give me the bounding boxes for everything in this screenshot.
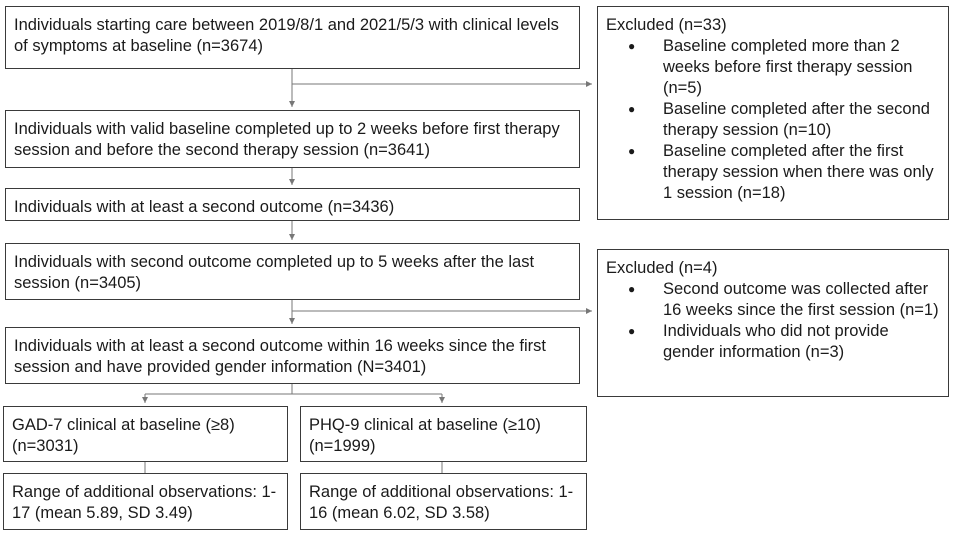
box-gad7: [3, 406, 288, 462]
excluded-2-list: [606, 279, 940, 363]
excluded-1-item: ● Baseline completed after the second therapy session (n=10): [606, 99, 940, 141]
box-gad7-text: GAD-7 clinical at baseline (≥8) (n=3031): [12, 416, 235, 455]
box-final-sample: [5, 327, 580, 384]
excluded-2-title: Excluded (n=4): [606, 259, 718, 277]
box-valid-baseline: [5, 110, 580, 168]
box-starting-care-text: Individuals starting care between 2019/8/1 and 2021/5/3 with clinical levels of symptoms at baseline (n=3674): [14, 16, 559, 55]
excluded-1-title: Excluded (n=33): [606, 16, 727, 34]
box-phq9-range: [300, 473, 587, 530]
box-gad7-range: [3, 473, 288, 530]
excluded-2-item: ● Individuals who did not provide gender information (n=3): [606, 321, 940, 363]
box-second-outcome: [5, 188, 580, 221]
box-valid-baseline-text: Individuals with valid baseline completed up to 2 weeks before first therapy session and before the second therapy session (n=3641): [14, 120, 560, 159]
box-gad7-range-text: Range of additional observations: 1-17 (mean 5.89, SD 3.49): [12, 483, 277, 522]
box-starting-care: [5, 6, 580, 69]
box-second-outcome-5-weeks: [5, 243, 580, 300]
excluded-1-item: ● Baseline completed more than 2 weeks before first therapy session (n=5): [606, 36, 940, 99]
box-second-outcome-text: Individuals with at least a second outcome (n=3436): [14, 198, 395, 216]
excluded-1-list: [606, 36, 940, 204]
excluded-1-item: ● Baseline completed after the first therapy session when there was only 1 session (n=18): [606, 141, 940, 204]
box-phq9-range-text: Range of additional observations: 1-16 (mean 6.02, SD 3.58): [309, 483, 574, 522]
box-phq9-text: PHQ-9 clinical at baseline (≥10) (n=1999): [309, 416, 541, 455]
box-excluded-1: [597, 6, 949, 220]
box-final-sample-text: Individuals with at least a second outcome within 16 weeks since the first session and have provided gender information (N=3401): [14, 337, 546, 376]
box-excluded-2: [597, 249, 949, 397]
box-second-outcome-5-weeks-text: Individuals with second outcome completed up to 5 weeks after the last session (n=3405): [14, 253, 535, 292]
excluded-2-item: ● Second outcome was collected after 16 weeks since the first session (n=1): [606, 279, 940, 321]
box-phq9: [300, 406, 587, 462]
